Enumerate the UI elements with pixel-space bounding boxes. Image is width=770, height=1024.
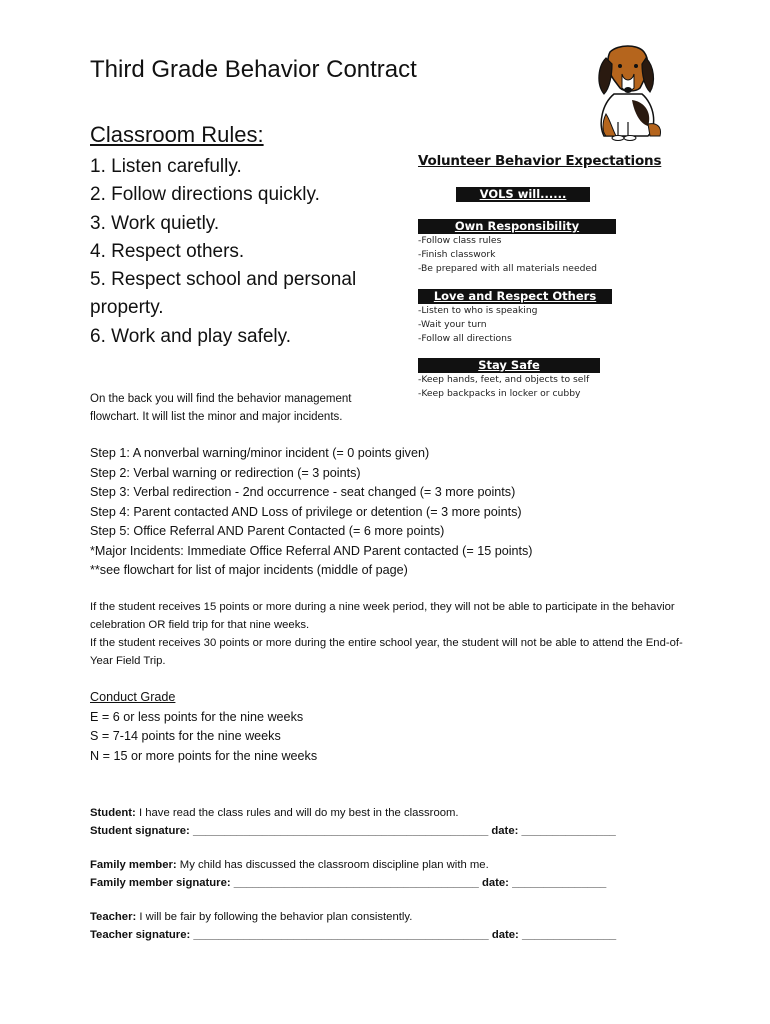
volunteer-item: -Finish classwork: [418, 249, 496, 260]
role-label: Teacher:: [90, 911, 137, 923]
step-item: *Major Incidents: Immediate Office Referral AND Parent contacted (= 15 points): [90, 543, 533, 558]
date-line[interactable]: _______________: [521, 825, 616, 837]
student-signature-block: [90, 804, 710, 840]
conduct-grade-heading: Conduct Grade: [90, 690, 176, 704]
signature-line[interactable]: _______________________________________: [233, 877, 479, 889]
step-item: Step 4: Parent contacted AND Loss of privilege or detention (= 3 more points): [90, 504, 522, 519]
volunteer-title: Volunteer Behavior Expectations: [418, 153, 662, 169]
role-label: Family member:: [90, 859, 177, 871]
volunteer-item: -Follow all directions: [418, 333, 512, 344]
conduct-grade: [90, 688, 490, 766]
date-line[interactable]: _______________: [521, 929, 617, 941]
date-label: date:: [491, 825, 519, 837]
family-signature-block: [90, 856, 710, 892]
rule-item: 6. Work and play safely.: [90, 325, 292, 347]
signature-label: Family member signature:: [90, 877, 231, 889]
steps-list: [90, 444, 710, 581]
volunteer-item: -Keep backpacks in locker or cubby: [418, 388, 581, 399]
date-label: date:: [481, 877, 509, 889]
statement: My child has discussed the classroom discipline plan with me.: [179, 859, 489, 871]
step-item: Step 1: A nonverbal warning/minor incident (= 0 points given): [90, 446, 430, 460]
rule-item: 5. Respect school and personal property.: [90, 269, 357, 319]
classroom-rules-heading: Classroom Rules:: [90, 122, 264, 147]
conduct-item: E = 6 or less points for the nine weeks: [90, 709, 304, 724]
volunteer-item: -Wait your turn: [418, 319, 487, 330]
statement: I will be fair by following the behavior plan consistently.: [139, 911, 413, 923]
section-heading-stay-safe: Stay Safe: [418, 358, 600, 373]
rule-item: 1. Listen carefully.: [90, 156, 242, 177]
signature-line[interactable]: _______________________________________________: [193, 929, 489, 941]
signature-label: Teacher signature:: [90, 929, 191, 941]
signature-label: Student signature:: [90, 825, 190, 837]
conduct-item: S = 7-14 points for the nine weeks: [90, 729, 281, 743]
step-item: Step 5: Office Referral AND Parent Contacted (= 6 more points): [90, 524, 445, 538]
volunteer-expectations: [418, 153, 668, 401]
step-item: Step 2: Verbal warning or redirection (= 3 points): [90, 465, 361, 480]
volunteer-item: -Listen to who is speaking: [418, 305, 538, 316]
beagle-dog-icon: [588, 44, 666, 142]
classroom-rules-list: [90, 153, 390, 351]
policy-paragraph: If the student receives 30 points or more during the entire school year, the student will not be able to attend the End-of-Year Field Trip.: [90, 637, 683, 667]
section-heading-love-respect: Love and Respect Others: [418, 289, 612, 304]
section-heading-own-responsibility: Own Responsibility: [418, 219, 616, 234]
conduct-item: N = 15 or more points for the nine weeks: [90, 748, 318, 763]
date-label: date:: [491, 929, 519, 941]
back-note: On the back you will find the behavior management flowchart. It will list the minor and major incidents.: [90, 393, 352, 423]
policy-text: [90, 598, 690, 670]
rule-item: 2. Follow directions quickly.: [90, 184, 320, 206]
step-item: Step 3: Verbal redirection - 2nd occurrence - seat changed (= 3 more points): [90, 485, 516, 499]
volunteer-item: -Keep hands, feet, and objects to self: [418, 374, 590, 385]
signature-line[interactable]: _______________________________________________: [192, 825, 489, 837]
step-item: **see flowchart for list of major incidents (middle of page): [90, 563, 408, 577]
date-line[interactable]: _______________: [512, 877, 607, 889]
vols-will-bar: VOLS will......: [456, 187, 590, 202]
rule-item: 4. Respect others.: [90, 240, 245, 262]
volunteer-item: -Be prepared with all materials needed: [418, 263, 597, 274]
statement: I have read the class rules and will do my best in the classroom.: [138, 807, 459, 819]
teacher-signature-block: [90, 908, 710, 944]
page-title: Third Grade Behavior Contract: [90, 56, 417, 83]
volunteer-item: -Follow class rules: [418, 235, 502, 246]
policy-paragraph: If the student receives 15 points or more during a nine week period, they will not be able to participate in the behavior celebration OR field trip for that nine weeks.: [90, 601, 675, 631]
rule-item: 3. Work quietly.: [90, 212, 220, 234]
role-label: Student:: [90, 807, 136, 819]
